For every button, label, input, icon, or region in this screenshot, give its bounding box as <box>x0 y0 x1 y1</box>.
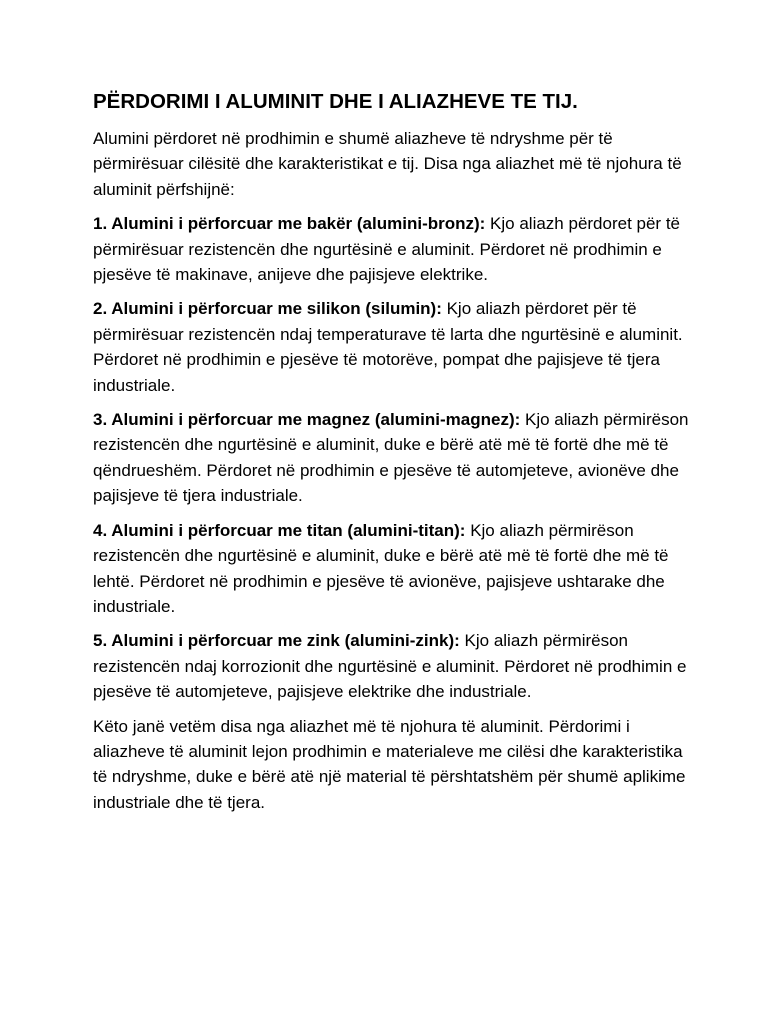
alloy-item-silumin <box>93 296 693 398</box>
alloy-item-text: Kjo aliazh përmirëson rezistencën dhe ngurtësinë e aluminit, duke e bërë atë më të fortë dhe më të lehtë. Përdoret në prodhimin e pjesëve të avionëve, pajisjeve ushtarake dhe industriale. <box>93 520 669 616</box>
alloy-item-text: Kjo aliazh përmirëson rezistencën dhe ngurtësinë e aluminit, duke e bërë atë më të fortë dhe më të qëndrueshëm. Përdoret në prodhimin e pjesëve të automjeteve, avionëve dhe pajisjeve të tjera industriale. <box>93 410 689 506</box>
document-title: PËRDORIMI I ALUMINIT DHE I ALIAZHEVE TE TIJ. <box>93 90 578 113</box>
alloy-item-bronze <box>93 211 693 287</box>
alloy-item-zinc <box>93 628 693 704</box>
alloy-item-titanium <box>93 518 693 620</box>
alloy-item-magnesium <box>93 407 693 509</box>
conclusion-paragraph: Këto janë vetëm disa nga aliazhet më të njohura të aluminit. Përdorimi i aliazheve të aluminit lejon prodhimin e materialeve me cilësi dhe karakteristika të ndryshme, duke e bërë atë një material të përshtatshëm për shumë aplikime industriale dhe të tjera. <box>93 716 686 812</box>
alloy-item-heading: 1. Alumini i përforcuar me bakër (alumini-bronz): <box>93 214 486 234</box>
alloy-item-text: Kjo aliazh përdoret për të përmirësuar rezistencën ndaj temperaturave të larta dhe ngurtësinë e aluminit. Përdoret në prodhimin e pjesëve të motorëve, pompat dhe pajisjeve të tjera industriale. <box>93 299 683 395</box>
alloy-item-text: Kjo aliazh përmirëson rezistencën ndaj korrozionit dhe ngurtësinë e aluminit. Përdoret në prodhimin e pjesëve të automjeteve, pajisjeve elektrike dhe industriale. <box>93 631 687 702</box>
alloy-item-heading: 3. Alumini i përforcuar me magnez (alumini-magnez): <box>93 410 521 430</box>
alloy-item-heading: 4. Alumini i përforcuar me titan (alumini-titan): <box>93 520 466 540</box>
intro-paragraph: Alumini përdoret në prodhimin e shumë aliazheve të ndryshme për të përmirësuar cilësitë dhe karakteristikat e tij. Disa nga aliazhet më të njohura të aluminit përfshijnë: <box>93 129 682 199</box>
document-page <box>93 88 693 824</box>
alloy-item-heading: 5. Alumini i përforcuar me zink (alumini-zink): <box>93 631 460 651</box>
alloy-item-heading: 2. Alumini i përforcuar me silikon (silumin): <box>93 299 442 319</box>
alloy-item-text: Kjo aliazh përdoret për të përmirësuar rezistencën dhe ngurtësinë e aluminit. Përdoret në prodhimin e pjesëve të makinave, anijeve dhe pajisjeve elektrike. <box>93 214 680 285</box>
